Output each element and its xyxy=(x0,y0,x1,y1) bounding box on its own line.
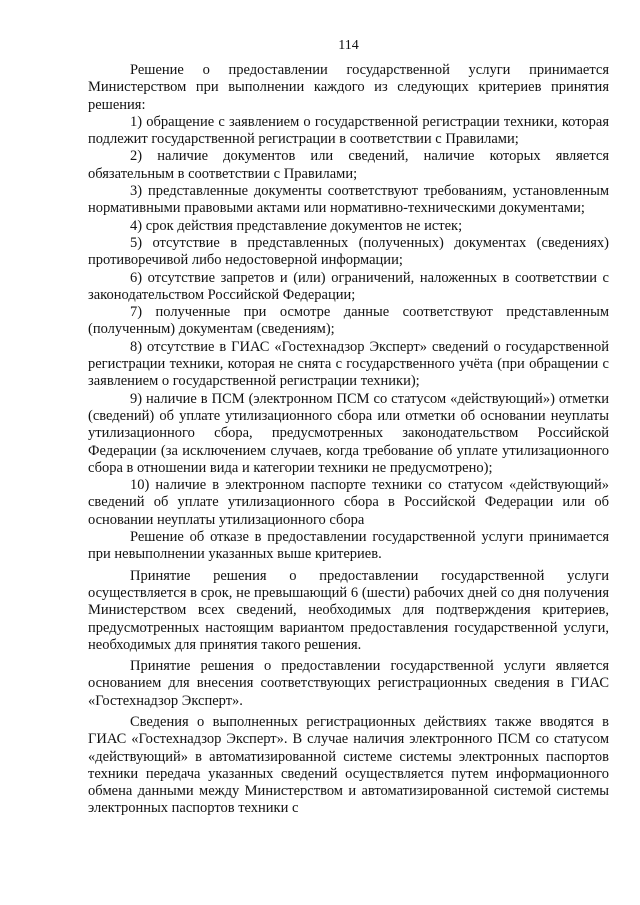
paragraph-criterion-2: 2) наличие документов или сведений, наличие которых является обязательным в соответствии с Правилами; xyxy=(88,148,609,182)
paragraph-criterion-3: 3) представленные документы соответствуют требованиям, установленным нормативными правовыми актами или нормативно-техническими документами; xyxy=(88,183,609,217)
paragraph-decision-deadline: Принятие решения о предоставлении государственной услуги осуществляется в срок, не превышающий 6 (шести) рабочих дней со дня получения Министерством всех сведений, необходимых для подтверждения критериев, предусмотренных настоящим вариантом предоставления государственной услуги, необходимых для принятия такого решения. xyxy=(88,567,609,653)
paragraph-decision-basis: Принятие решения о предоставлении государственной услуги является основанием для внесения соответствующих регистрационных сведения в ГИАС «Гостехнадзор Эксперт». xyxy=(88,658,609,709)
paragraph-criterion-10: 10) наличие в электронном паспорте техники со статусом «действующий» сведений об уплате утилизационного сбора в Российской Федерации или об основании неуплаты утилизационного сбора xyxy=(88,477,609,528)
paragraph-criterion-8: 8) отсутствие в ГИАС «Гостехнадзор Эксперт» сведений о государственной регистрации техники, которая не снята с государственного учёта (при обращении с заявлением о государственной регистрации техники); xyxy=(88,338,609,390)
paragraph-decision-criteria-intro: Решение о предоставлении государственной услуги принимается Министерством при выполнении каждого из следующих критериев принятия решения: xyxy=(88,62,609,113)
paragraph-criterion-7: 7) полученные при осмотре данные соответствуют представленным (полученным) документам (сведениям); xyxy=(88,304,609,338)
paragraph-refusal-decision: Решение об отказе в предоставлении государственной услуги принимается при невыполнении указанных выше критериев. xyxy=(88,529,609,563)
paragraph-criterion-6: 6) отсутствие запретов и (или) ограничений, наложенных в соответствии с законодательством Российской Федерации; xyxy=(88,269,609,303)
paragraph-criterion-9: 9) наличие в ПСМ (электронном ПСМ со статусом «действующий») отметки (сведений) об уплате утилизационного сбора или отметки об основании неуплаты утилизационного сбора, предусмотренных законодательством Российской Федерации (за исключением случаев, когда требование об уплате утилизационного сбора в отношении вида и категории техники не предусмотрено); xyxy=(88,390,609,476)
paragraph-criterion-5: 5) отсутствие в представленных (полученных) документах (сведениях) противоречивой либо недостоверной информации; xyxy=(88,234,609,269)
paragraph-registration-info: Сведения о выполненных регистрационных действиях также вводятся в ГИАС «Гостехнадзор Эксперт». В случае наличия электронного ПСМ со статусом «действующий» в автоматизированной системе системы электронных паспортов техники передача указанных сведений осуществляется путем информационного обмена данными между Министерством и автоматизированной системой системы электронных паспортов техники с xyxy=(88,713,609,817)
paragraph-criterion-4: 4) срок действия представление документов не истек; xyxy=(130,217,463,234)
page-number: 114 xyxy=(338,38,359,53)
paragraph-criterion-1: 1) обращение с заявлением о государственной регистрации техники, которая подлежит государственной регистрации в соответствии с Правилами; xyxy=(88,113,609,148)
